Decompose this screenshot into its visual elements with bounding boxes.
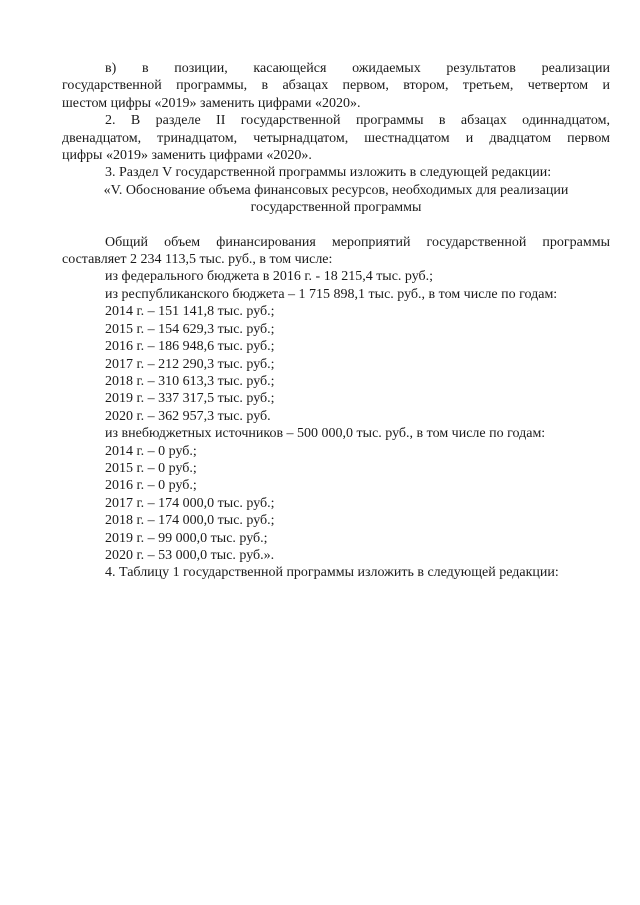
total-funding-paragraph [62, 234, 610, 269]
extrabudget-years-list [105, 443, 610, 565]
extrabudget-year-item: 2019 г. – 99 000,0 тыс. руб.; [105, 530, 268, 546]
item-2-line-2: двенадцатом, тринадцатом, четырнадцатом, шестнадцатом и двадцатом первом [62, 130, 610, 146]
item-v-line-2: государственной программы, в абзацах первом, втором, третьем, четвертом и [62, 78, 610, 94]
item-2-line-3: цифры «2019» заменить цифрами «2020». [62, 148, 312, 164]
item-v-line-3: шестом цифры «2019» заменить цифрами «2020». [62, 95, 361, 111]
item-v-line-1: в) в позиции, касающейся ожидаемых результатов реализации [105, 61, 610, 76]
total-funding-line-1: Общий объем финансирования мероприятий государственной программы [105, 234, 610, 250]
extrabudget-year-item: 2015 г. – 0 руб.; [105, 460, 197, 476]
extrabudget-year-item: 2014 г. – 0 руб.; [105, 443, 197, 459]
republican-budget-line: из республиканского бюджета – 1 715 898,1 тыс. руб., в том числе по годам: [105, 286, 558, 302]
document-page [62, 60, 610, 582]
section-heading [62, 182, 610, 217]
item-2-line-1: 2. В разделе II государственной программы в абзацах одиннадцатом, [105, 113, 610, 129]
extrabudget-line: из внебюджетных источников – 500 000,0 тыс. руб., в том числе по годам: [105, 426, 546, 442]
section-heading-line-2: государственной программы [250, 200, 422, 216]
republican-year-item: 2019 г. – 337 317,5 тыс. руб.; [105, 391, 275, 407]
extrabudget-year-item: 2020 г. – 53 000,0 тыс. руб.». [105, 547, 275, 563]
republican-year-item: 2018 г. – 310 613,3 тыс. руб.; [105, 373, 275, 389]
item-v-paragraph [62, 60, 610, 112]
blank-line [105, 217, 610, 234]
republican-year-item: 2017 г. – 212 290,3 тыс. руб.; [105, 356, 275, 372]
item-4-paragraph: 4. Таблицу 1 государственной программы изложить в следующей редакции: [105, 565, 559, 581]
republican-year-item: 2016 г. – 186 948,6 тыс. руб.; [105, 339, 275, 355]
republican-year-item: 2015 г. – 154 629,3 тыс. руб.; [105, 321, 275, 337]
republican-years-list [105, 303, 610, 425]
extrabudget-year-item: 2017 г. – 174 000,0 тыс. руб.; [105, 495, 275, 511]
federal-budget-line: из федерального бюджета в 2016 г. - 18 215,4 тыс. руб.; [105, 269, 434, 285]
item-3-paragraph: 3. Раздел V государственной программы изложить в следующей редакции: [105, 165, 552, 181]
republican-year-item: 2020 г. – 362 957,3 тыс. руб. [105, 408, 271, 424]
section-heading-line-1: «V. Обоснование объема финансовых ресурсов, необходимых для реализации [103, 182, 569, 198]
extrabudget-year-item: 2016 г. – 0 руб.; [105, 478, 197, 494]
extrabudget-year-item: 2018 г. – 174 000,0 тыс. руб.; [105, 513, 275, 529]
total-funding-line-2: составляет 2 234 113,5 тыс. руб., в том числе: [62, 252, 333, 268]
item-2-paragraph [62, 112, 610, 164]
republican-year-item: 2014 г. – 151 141,8 тыс. руб.; [105, 304, 275, 320]
